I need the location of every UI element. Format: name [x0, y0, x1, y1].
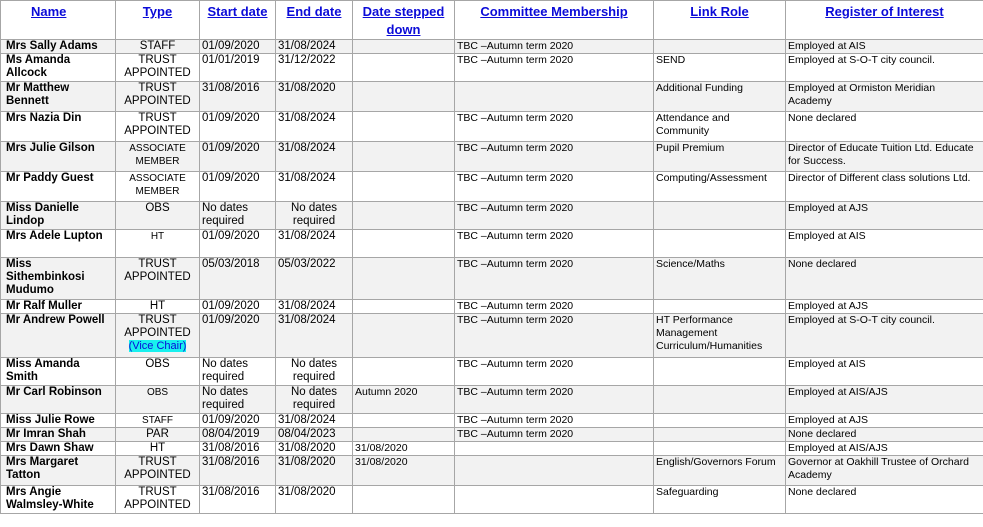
table-row [1, 456, 983, 486]
cell-committee [455, 314, 654, 358]
header-start-date: Start date [200, 1, 276, 40]
cell-committee-text: TBC –Autumn term 2020 [457, 258, 574, 270]
cell-start-date [200, 414, 276, 428]
cell-type-text: HT [149, 442, 166, 454]
cell-name [1, 300, 116, 314]
cell-start-date-text: 01/09/2020 [202, 172, 260, 184]
cell-date-stepped-down [353, 386, 455, 414]
cell-link-role [654, 414, 786, 428]
cell-type [116, 54, 200, 82]
cell-date-stepped-down [353, 82, 455, 112]
cell-type [116, 414, 200, 428]
cell-register-of-interest [786, 414, 983, 428]
cell-committee [455, 486, 654, 514]
header-date-stepped-down: Date stepped down [353, 1, 455, 40]
cell-date-stepped-down [353, 230, 455, 258]
cell-date-stepped-down [353, 358, 455, 386]
cell-name [1, 314, 116, 358]
cell-end-date-text: 31/08/2024 [278, 314, 336, 326]
cell-end-date [276, 414, 353, 428]
cell-committee-text: TBC –Autumn term 2020 [457, 54, 574, 66]
cell-date-stepped-down [353, 314, 455, 358]
cell-name-text: Mrs Margaret Tatton [6, 456, 79, 481]
cell-name-text: Mr Matthew Bennett [6, 82, 70, 107]
cell-start-date-text: No dates required [202, 386, 249, 411]
cell-type [116, 82, 200, 112]
cell-register-of-interest [786, 202, 983, 230]
cell-end-date-text: 05/03/2022 [278, 258, 336, 270]
cell-register-of-interest [786, 54, 983, 82]
cell-end-date-text: No dates required [290, 358, 338, 383]
cell-name-text: Mr Andrew Powell [6, 314, 105, 326]
table-row [1, 82, 983, 112]
cell-date-stepped-down [353, 486, 455, 514]
cell-start-date [200, 314, 276, 358]
cell-link-role [654, 314, 786, 358]
cell-link-role-text: English/Governors Forum [656, 456, 776, 468]
cell-committee-text: TBC –Autumn term 2020 [457, 358, 574, 370]
cell-link-role [654, 300, 786, 314]
cell-link-role [654, 456, 786, 486]
cell-start-date [200, 202, 276, 230]
cell-end-date [276, 456, 353, 486]
cell-register-of-interest-text: Employed at AIS/AJS [788, 386, 888, 398]
cell-link-role [654, 54, 786, 82]
cell-register-of-interest-text: Employed at Ormiston Meridian Academy [788, 82, 936, 107]
cell-committee-text: TBC –Autumn term 2020 [457, 314, 574, 326]
cell-end-date-text: 31/08/2024 [278, 112, 336, 124]
cell-name [1, 112, 116, 142]
cell-date-stepped-down [353, 300, 455, 314]
vice-chair-note: (Vice Chair) [128, 340, 187, 352]
cell-register-of-interest-text: Employed at AIS [788, 230, 866, 242]
cell-committee-text: TBC –Autumn term 2020 [457, 172, 574, 184]
cell-committee [455, 442, 654, 456]
cell-start-date [200, 172, 276, 202]
cell-link-role [654, 428, 786, 442]
cell-date-stepped-down [353, 202, 455, 230]
cell-link-role-text: Safeguarding [656, 486, 719, 498]
cell-start-date-text: 01/09/2020 [202, 414, 260, 426]
cell-register-of-interest [786, 358, 983, 386]
cell-name-text: Mrs Julie Gilson [6, 142, 95, 154]
cell-end-date [276, 230, 353, 258]
cell-link-role [654, 358, 786, 386]
cell-name-text: Miss Danielle Lindop [6, 202, 79, 227]
table-row [1, 258, 983, 300]
cell-register-of-interest [786, 486, 983, 514]
cell-type [116, 358, 200, 386]
cell-type-text: TRUST APPOINTED [124, 314, 191, 339]
cell-start-date [200, 386, 276, 414]
cell-name-text: Mrs Adele Lupton [6, 230, 103, 242]
cell-start-date-text: 05/03/2018 [202, 258, 260, 270]
table-row [1, 486, 983, 514]
cell-end-date [276, 386, 353, 414]
header-end-date: End date [276, 1, 353, 40]
cell-name [1, 456, 116, 486]
cell-type-text: STAFF [142, 415, 173, 426]
cell-register-of-interest-text: Employed at AIS [788, 40, 866, 52]
cell-register-of-interest [786, 456, 983, 486]
cell-start-date-text: 31/08/2016 [202, 442, 260, 454]
cell-name-text: Miss Sithembinkosi Mudumo [6, 258, 85, 296]
table-row [1, 142, 983, 172]
cell-link-role [654, 142, 786, 172]
cell-register-of-interest [786, 386, 983, 414]
cell-link-role [654, 442, 786, 456]
cell-date-stepped-down-text: 31/08/2020 [355, 456, 408, 468]
table-row [1, 358, 983, 386]
header-link-role: Link Role [654, 1, 786, 40]
cell-name [1, 54, 116, 82]
cell-type-text: HT [149, 300, 166, 312]
cell-type [116, 142, 200, 172]
table-row [1, 54, 983, 82]
cell-date-stepped-down [353, 54, 455, 82]
cell-register-of-interest-text: Employed at AJS [788, 300, 868, 312]
cell-name [1, 82, 116, 112]
cell-start-date-text: 01/09/2020 [202, 40, 260, 52]
cell-register-of-interest [786, 40, 983, 54]
cell-end-date [276, 202, 353, 230]
cell-name-text: Mr Imran Shah [6, 428, 86, 440]
cell-register-of-interest [786, 82, 983, 112]
cell-end-date-text: 31/08/2020 [278, 486, 336, 498]
cell-name [1, 486, 116, 514]
cell-end-date-text: 31/08/2024 [278, 414, 336, 426]
cell-date-stepped-down [353, 428, 455, 442]
cell-link-role-text: HT Performance Management Curriculum/Humanities [656, 314, 763, 352]
cell-committee-text: TBC –Autumn term 2020 [457, 230, 574, 242]
cell-register-of-interest-text: Director of Educate Tuition Ltd. Educate for Success. [788, 142, 974, 167]
cell-type [116, 202, 200, 230]
cell-name [1, 442, 116, 456]
cell-name [1, 40, 116, 54]
cell-start-date [200, 82, 276, 112]
cell-register-of-interest [786, 258, 983, 300]
cell-link-role-text: Additional Funding [656, 82, 743, 94]
header-type: Type [116, 1, 200, 40]
cell-start-date-text: No dates required [202, 358, 249, 383]
cell-type [116, 230, 200, 258]
cell-register-of-interest-text: Governor at Oakhill Trustee of Orchard Academy [788, 456, 969, 481]
cell-register-of-interest-text: Employed at S-O-T city council. [788, 54, 935, 66]
cell-committee-text: TBC –Autumn term 2020 [457, 386, 574, 398]
table-row [1, 300, 983, 314]
cell-type [116, 486, 200, 514]
cell-end-date-text: 31/08/2024 [278, 40, 336, 52]
cell-link-role-text: SEND [656, 54, 686, 66]
cell-type-text: OBS [145, 358, 170, 370]
cell-end-date-text: No dates required [290, 202, 338, 227]
cell-name [1, 202, 116, 230]
cell-register-of-interest [786, 428, 983, 442]
cell-date-stepped-down [353, 258, 455, 300]
cell-start-date [200, 258, 276, 300]
cell-committee-text: TBC –Autumn term 2020 [457, 428, 574, 440]
cell-start-date [200, 40, 276, 54]
cell-name-text: Ms Amanda Allcock [6, 54, 71, 79]
cell-start-date [200, 300, 276, 314]
cell-link-role-text: Science/Maths [656, 258, 725, 270]
cell-committee-text: TBC –Autumn term 2020 [457, 40, 574, 52]
cell-type-text: OBS [145, 202, 170, 214]
cell-date-stepped-down [353, 442, 455, 456]
cell-end-date [276, 82, 353, 112]
header-register-of-interest: Register of Interest [786, 1, 983, 40]
cell-end-date [276, 172, 353, 202]
cell-name [1, 172, 116, 202]
cell-name [1, 386, 116, 414]
cell-date-stepped-down [353, 456, 455, 486]
cell-committee [455, 142, 654, 172]
cell-end-date-text: 31/08/2020 [278, 442, 336, 454]
cell-register-of-interest-text: None declared [788, 112, 857, 124]
cell-committee [455, 82, 654, 112]
cell-start-date [200, 358, 276, 386]
cell-register-of-interest-text: Director of Different class solutions Ltd. [788, 172, 971, 184]
table-row [1, 112, 983, 142]
cell-link-role [654, 386, 786, 414]
cell-register-of-interest [786, 142, 983, 172]
cell-end-date [276, 258, 353, 300]
cell-name-text: Mr Paddy Guest [6, 172, 94, 184]
cell-committee [455, 414, 654, 428]
cell-date-stepped-down [353, 414, 455, 428]
cell-end-date [276, 300, 353, 314]
cell-link-role [654, 40, 786, 54]
cell-type-text: TRUST APPOINTED [124, 258, 191, 283]
cell-type [116, 112, 200, 142]
cell-start-date-text: 01/09/2020 [202, 314, 260, 326]
cell-link-role-text: Computing/Assessment [656, 172, 767, 184]
cell-committee [455, 54, 654, 82]
cell-date-stepped-down-text: 31/08/2020 [355, 442, 408, 454]
table-row [1, 314, 983, 358]
cell-committee-text: TBC –Autumn term 2020 [457, 142, 574, 154]
cell-committee [455, 300, 654, 314]
cell-end-date [276, 142, 353, 172]
cell-register-of-interest-text: None declared [788, 428, 857, 440]
cell-name [1, 230, 116, 258]
cell-link-role [654, 486, 786, 514]
cell-start-date [200, 230, 276, 258]
cell-type [116, 40, 200, 54]
cell-name-text: Miss Julie Rowe [6, 414, 95, 426]
cell-register-of-interest [786, 172, 983, 202]
table-row [1, 40, 983, 54]
cell-register-of-interest-text: Employed at AJS [788, 414, 868, 426]
cell-name [1, 414, 116, 428]
cell-end-date-text: 31/08/2024 [278, 172, 336, 184]
table-row [1, 172, 983, 202]
cell-type [116, 442, 200, 456]
cell-committee [455, 258, 654, 300]
cell-name-text: Mrs Angie Walmsley-White [6, 486, 94, 511]
cell-link-role [654, 112, 786, 142]
cell-end-date-text: 31/08/2020 [278, 82, 336, 94]
cell-name [1, 428, 116, 442]
cell-type-text: TRUST APPOINTED [124, 486, 191, 511]
cell-end-date-text: 31/08/2020 [278, 456, 336, 468]
header-name: Name [1, 1, 116, 40]
cell-date-stepped-down [353, 112, 455, 142]
cell-start-date-text: 01/09/2020 [202, 112, 260, 124]
cell-name-text: Mr Ralf Muller [6, 300, 83, 312]
cell-start-date [200, 442, 276, 456]
table-row [1, 386, 983, 414]
table-row [1, 442, 983, 456]
cell-committee [455, 230, 654, 258]
cell-start-date-text: 01/09/2020 [202, 300, 260, 312]
cell-type-text: OBS [146, 387, 169, 398]
cell-type [116, 258, 200, 300]
cell-committee [455, 112, 654, 142]
cell-end-date-text: 31/08/2024 [278, 230, 336, 242]
cell-register-of-interest [786, 314, 983, 358]
cell-register-of-interest [786, 112, 983, 142]
cell-register-of-interest [786, 230, 983, 258]
cell-end-date [276, 40, 353, 54]
cell-end-date-text: 31/08/2024 [278, 142, 336, 154]
cell-committee-text: TBC –Autumn term 2020 [457, 112, 574, 124]
header-row [1, 1, 983, 40]
cell-end-date-text: 31/12/2022 [278, 54, 336, 66]
cell-name [1, 358, 116, 386]
cell-start-date [200, 486, 276, 514]
cell-name-text: Mrs Dawn Shaw [6, 442, 94, 454]
cell-type-text: TRUST APPOINTED [124, 54, 191, 79]
cell-committee [455, 172, 654, 202]
cell-type [116, 428, 200, 442]
cell-link-role [654, 202, 786, 230]
cell-end-date [276, 314, 353, 358]
cell-type-text: STAFF [139, 40, 176, 52]
cell-committee [455, 428, 654, 442]
cell-committee [455, 202, 654, 230]
cell-committee [455, 358, 654, 386]
cell-register-of-interest-text: None declared [788, 486, 857, 498]
cell-register-of-interest-text: Employed at S-O-T city council. [788, 314, 935, 326]
cell-type [116, 314, 200, 358]
cell-end-date [276, 428, 353, 442]
cell-type-text: HT [150, 231, 165, 242]
cell-link-role [654, 230, 786, 258]
cell-start-date [200, 456, 276, 486]
cell-type [116, 300, 200, 314]
cell-date-stepped-down [353, 40, 455, 54]
cell-type [116, 386, 200, 414]
cell-link-role [654, 82, 786, 112]
cell-type-text: TRUST APPOINTED [124, 82, 191, 107]
cell-type [116, 172, 200, 202]
cell-start-date-text: 31/08/2016 [202, 486, 260, 498]
cell-type [116, 456, 200, 486]
cell-committee-text: TBC –Autumn term 2020 [457, 202, 574, 214]
cell-start-date-text: 31/08/2016 [202, 456, 260, 468]
cell-register-of-interest-text: Employed at AIS/AJS [788, 442, 888, 454]
cell-date-stepped-down [353, 172, 455, 202]
cell-committee-text: TBC –Autumn term 2020 [457, 300, 574, 312]
cell-register-of-interest [786, 442, 983, 456]
cell-name-text: Mrs Nazia Din [6, 112, 82, 124]
cell-committee [455, 386, 654, 414]
table-row [1, 428, 983, 442]
cell-start-date [200, 142, 276, 172]
table-row [1, 230, 983, 258]
cell-link-role-text: Pupil Premium [656, 142, 725, 154]
cell-type-text: TRUST APPOINTED [124, 456, 191, 481]
cell-link-role [654, 258, 786, 300]
cell-start-date-text: 31/08/2016 [202, 82, 260, 94]
cell-start-date [200, 428, 276, 442]
cell-name-text: Miss Amanda Smith [6, 358, 80, 383]
cell-start-date-text: No dates required [202, 202, 249, 227]
cell-name [1, 258, 116, 300]
cell-register-of-interest-text: Employed at AJS [788, 202, 868, 214]
cell-committee [455, 456, 654, 486]
cell-name-text: Mrs Sally Adams [6, 40, 98, 52]
cell-end-date [276, 486, 353, 514]
cell-start-date [200, 54, 276, 82]
cell-type-text: ASSOCIATE MEMBER [129, 143, 186, 167]
cell-link-role-text: Attendance and Community [656, 112, 730, 137]
cell-name [1, 142, 116, 172]
cell-end-date [276, 358, 353, 386]
header-committee-membership: Committee Membership [455, 1, 654, 40]
cell-start-date-text: 01/09/2020 [202, 142, 260, 154]
cell-end-date [276, 54, 353, 82]
cell-register-of-interest [786, 300, 983, 314]
cell-committee [455, 40, 654, 54]
cell-committee-text: TBC –Autumn term 2020 [457, 414, 574, 426]
cell-end-date [276, 112, 353, 142]
cell-end-date [276, 442, 353, 456]
cell-start-date [200, 112, 276, 142]
cell-date-stepped-down-text: Autumn 2020 [355, 386, 418, 398]
cell-end-date-text: 31/08/2024 [278, 300, 336, 312]
cell-register-of-interest-text: Employed at AIS [788, 358, 866, 370]
cell-start-date-text: 01/09/2020 [202, 230, 260, 242]
cell-end-date-text: 08/04/2023 [278, 428, 336, 440]
cell-start-date-text: 08/04/2019 [202, 428, 260, 440]
cell-start-date-text: 01/01/2019 [202, 54, 260, 66]
table-row [1, 202, 983, 230]
cell-type-text: PAR [146, 428, 169, 440]
cell-register-of-interest-text: None declared [788, 258, 857, 270]
cell-end-date-text: No dates required [290, 386, 338, 411]
cell-link-role [654, 172, 786, 202]
table-row [1, 414, 983, 428]
cell-name-text: Mr Carl Robinson [6, 386, 102, 398]
cell-type-text: ASSOCIATE MEMBER [129, 173, 186, 197]
cell-date-stepped-down [353, 142, 455, 172]
cell-type-text: TRUST APPOINTED [124, 112, 191, 137]
